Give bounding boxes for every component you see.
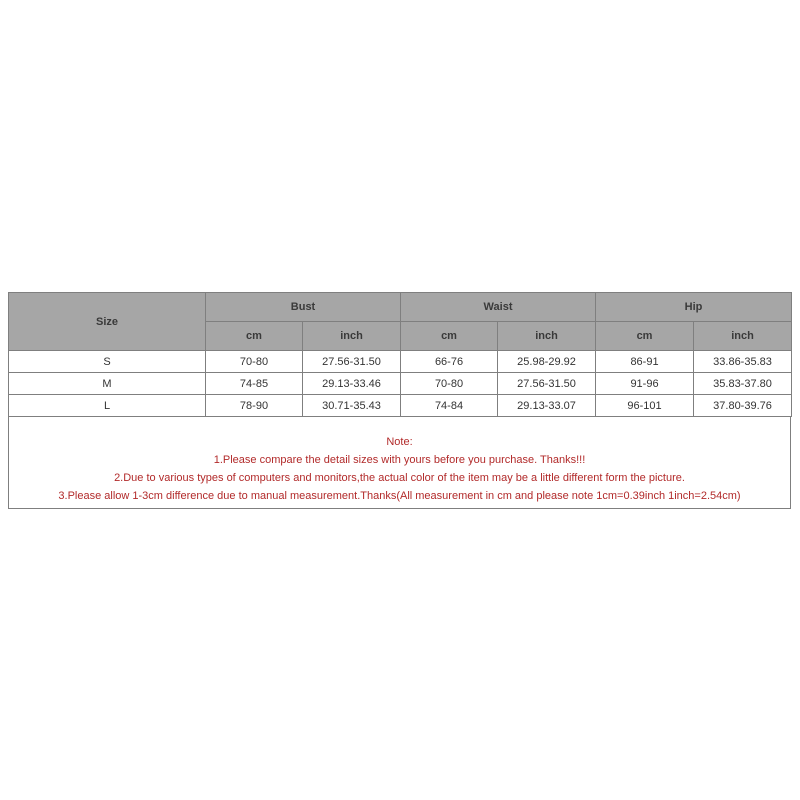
- table-cell: 27.56-31.50: [303, 351, 401, 373]
- unit-header: cm: [206, 322, 303, 351]
- table-row: [9, 373, 792, 395]
- size-table: [8, 292, 792, 417]
- unit-header: inch: [694, 322, 792, 351]
- waist-header: Waist: [401, 293, 596, 322]
- note-line: 1.Please compare the detail sizes with yours before you purchase. Thanks!!!: [213, 454, 586, 466]
- size-cell: S: [9, 351, 206, 373]
- table-cell: 74-85: [206, 373, 303, 395]
- table-cell: 29.13-33.07: [498, 395, 596, 417]
- table-cell: 78-90: [206, 395, 303, 417]
- note-line: 2.Due to various types of computers and monitors,the actual color of the item may be a little different form the picture.: [114, 472, 685, 484]
- bust-header: Bust: [206, 293, 401, 322]
- table-cell: 70-80: [206, 351, 303, 373]
- unit-header: inch: [498, 322, 596, 351]
- table-cell: 96-101: [596, 395, 694, 417]
- size-chart: [8, 292, 791, 509]
- table-cell: 29.13-33.46: [303, 373, 401, 395]
- table-cell: 35.83-37.80: [694, 373, 792, 395]
- unit-header: inch: [303, 322, 401, 351]
- table-cell: 70-80: [401, 373, 498, 395]
- table-cell: 91-96: [596, 373, 694, 395]
- notes-box: [8, 417, 791, 509]
- table-cell: 66-76: [401, 351, 498, 373]
- unit-header: cm: [596, 322, 694, 351]
- table-cell: 74-84: [401, 395, 498, 417]
- table-cell: 37.80-39.76: [694, 395, 792, 417]
- table-row: [9, 395, 792, 417]
- table-cell: 30.71-35.43: [303, 395, 401, 417]
- table-cell: 33.86-35.83: [694, 351, 792, 373]
- unit-header: cm: [401, 322, 498, 351]
- table-cell: 86-91: [596, 351, 694, 373]
- header-row-groups: [9, 293, 792, 322]
- table-row: [9, 351, 792, 373]
- size-column-header: Size: [9, 293, 206, 351]
- note-title: Note:: [386, 436, 413, 448]
- note-line: 3.Please allow 1-3cm difference due to manual measurement.Thanks(All measurement in cm and please note 1cm=0.39inch 1inch=2.54cm): [58, 490, 741, 502]
- table-cell: 25.98-29.92: [498, 351, 596, 373]
- hip-header: Hip: [596, 293, 792, 322]
- size-cell: L: [9, 395, 206, 417]
- size-cell: M: [9, 373, 206, 395]
- table-cell: 27.56-31.50: [498, 373, 596, 395]
